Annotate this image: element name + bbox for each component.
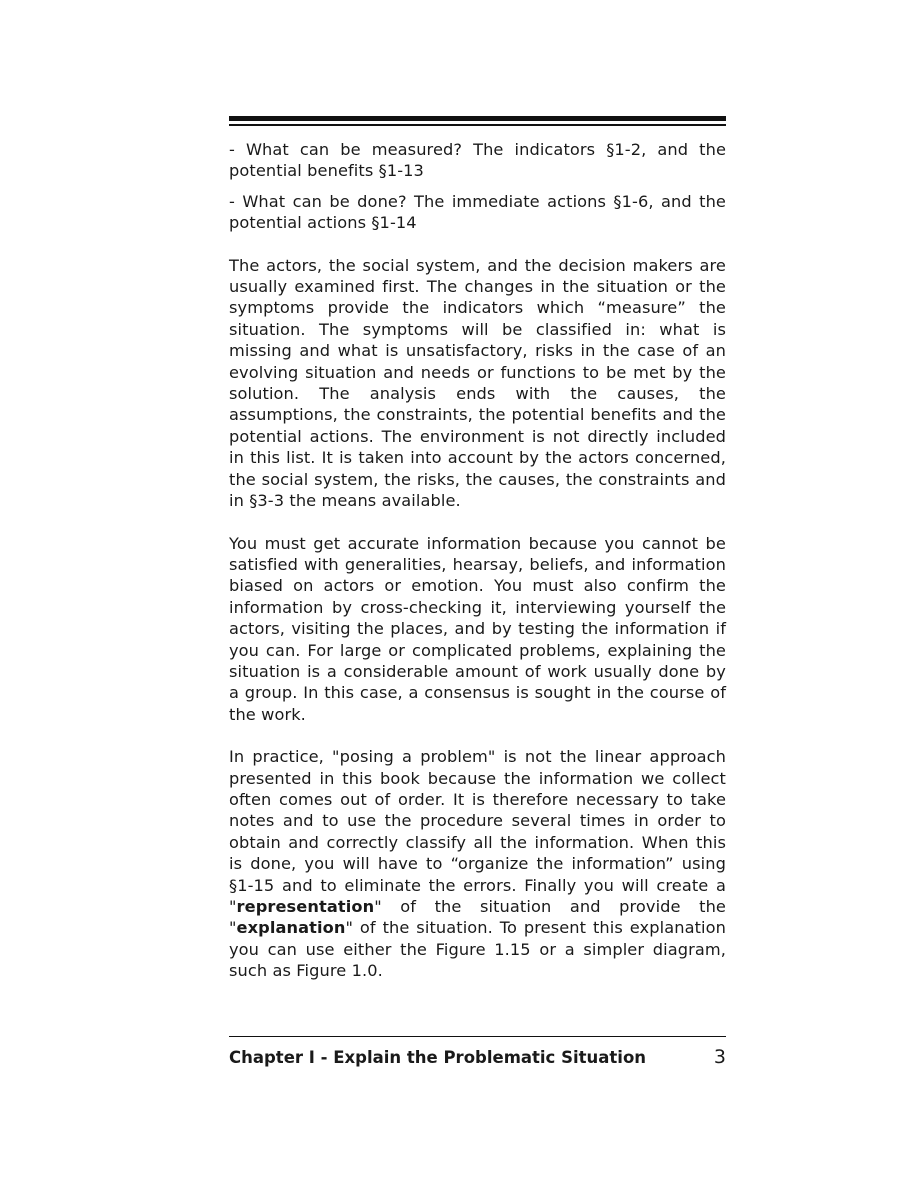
paragraph-accurate-information: You must get accurate information because you cannot be satisfied with generalities, hearsay, beliefs, and information biased on actors or emotion. You must also confirm the information by cross-checking it, interviewing yourself the actors, visiting the places, and by testing the information if you can. For large or complicated problems, explaining the situation is a considerable amount of work usually done by a group. In this case, a consensus is sought in the course of the work.: [229, 533, 726, 724]
bullet-measured: - What can be measured? The indicators §1-2, and the potential benefits §1-13: [229, 140, 726, 181]
header-rule-thin: [229, 124, 726, 126]
page-footer: [229, 1046, 726, 1069]
paragraph-in-practice-part-b: " of the situation and provide the ": [229, 897, 726, 938]
paragraph-actors: The actors, the social system, and the decision makers are usually examined first. The changes in the situation or the symptoms provide the indicators which “measure” the situation. The symptoms will be classified in: what is missing and what is unsatisfactory, risks in the case of an evolving situation and needs or functions to be met by the solution. The analysis ends with the causes, the assumptions, the constraints, the potential benefits and the potential actions. The environment is not directly included in this list. It is taken into account by the actors concerned, the social system, the risks, the causes, the constraints and in §3-3 the means available.: [229, 255, 726, 511]
paragraph-in-practice: [229, 746, 726, 981]
book-page: [229, 0, 726, 1188]
paragraph-in-practice-part-a: In practice, "posing a problem" is not the linear approach presented in this book because the information we collect often comes out of order. It is therefore necessary to take notes and to use the procedure several times in order to obtain and correctly classify all the information. When this is done, you will have to “organize the information” using §1-15 and to eliminate the errors. Finally you will create a ": [229, 747, 726, 916]
body-text: [229, 139, 726, 982]
term-representation: representation: [236, 897, 375, 916]
chapter-title: Chapter I - Explain the Problematic Situation: [229, 1048, 647, 1067]
page-number: 3: [713, 1046, 726, 1068]
header-rule-thick: [229, 116, 726, 121]
bullet-done: - What can be done? The immediate actions §1-6, and the potential actions §1-14: [229, 191, 726, 233]
term-explanation: explanation: [236, 918, 346, 938]
paragraph-in-practice-part-c: " of the situation. To present this explanation you can use either the Figure 1.15 or a simpler diagram, such as Figure 1.0.: [229, 918, 726, 981]
footer-rule: [229, 1036, 726, 1037]
